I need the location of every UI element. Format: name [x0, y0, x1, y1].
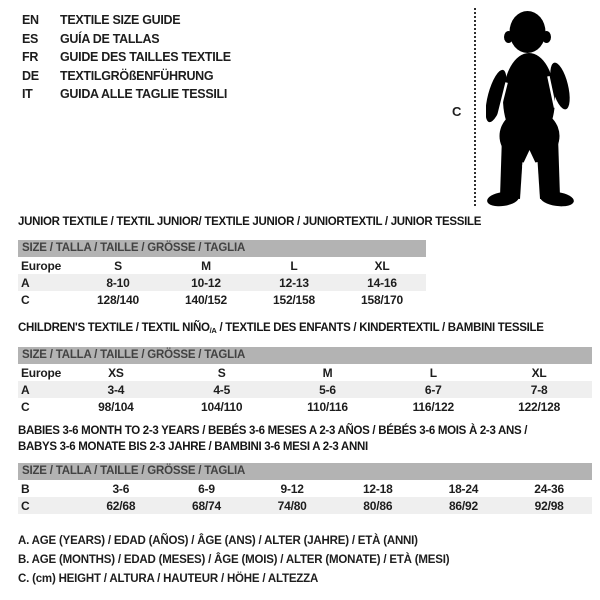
language-row-de: [22, 67, 231, 86]
heading-text: CHILDREN'S TEXTILE / TEXTIL NIÑO: [18, 322, 210, 334]
row-label: Europe: [21, 365, 62, 380]
baby-silhouette: [486, 6, 590, 208]
table-row-height: [18, 497, 592, 514]
size-cell: M: [322, 365, 333, 380]
value-cell: 74/80: [249, 497, 335, 514]
table-row-europe: [18, 364, 592, 381]
size-cell: L: [429, 365, 437, 380]
heading-line-1: BABIES 3-6 MONTH TO 2-3 YEARS / BEBÉS 3-6 MESES A 2-3 AÑOS / BÉBÉS 3-6 MOIS À 2-3 ANS /: [18, 425, 528, 437]
row-label: C: [18, 497, 78, 514]
junior-size-table: [18, 257, 426, 308]
size-header-bar: SIZE / TALLA / TAILLE / GRÖSSE / TAGLIA: [18, 347, 592, 364]
language-row-fr: [22, 48, 231, 67]
heading-subscript: /A: [209, 326, 217, 335]
value-cell: 152/158: [273, 292, 315, 307]
heading-text: / TEXTILE DES ENFANTS / KINDERTEXTIL / BAMBINI TESSILE: [216, 322, 544, 334]
language-title: GUIDA ALLE TAGLIE TESSILI: [60, 87, 228, 101]
babies-size-table: [18, 480, 592, 514]
junior-textile-table: [18, 240, 426, 308]
value-cell: 18-24: [448, 481, 479, 496]
value-cell: 122/128: [518, 399, 561, 414]
row-label: A: [18, 381, 63, 398]
table-row-age: [18, 381, 592, 398]
size-cell: S: [217, 365, 226, 380]
value-cell: 6-9: [198, 481, 215, 496]
language-row-en: [22, 11, 231, 30]
children-textile-table: [18, 347, 592, 415]
row-label: C: [21, 399, 30, 414]
legend-height-cm: C. (cm) HEIGHT / ALTURA / HAUTEUR / HÖHE / ALTEZZA: [18, 573, 319, 585]
value-cell: 10-12: [162, 274, 250, 291]
size-cell: XL: [531, 365, 547, 380]
size-header-bar: SIZE / TALLA / TAILLE / GRÖSSE / TAGLIA: [18, 240, 426, 257]
table-row-age-months: [18, 480, 592, 497]
language-code: FR: [22, 50, 39, 64]
value-cell: 140/152: [185, 292, 227, 307]
value-cell: 14-16: [338, 274, 426, 291]
value-cell: 116/122: [412, 399, 454, 414]
value-cell: 12-13: [250, 274, 338, 291]
language-row-it: [22, 85, 231, 104]
size-cell: XS: [108, 365, 124, 380]
size-cell: M: [201, 258, 211, 273]
junior-textile-heading: JUNIOR TEXTILE / TEXTIL JUNIOR/ TEXTILE JUNIOR / JUNIORTEXTIL / JUNIOR TESSILE: [18, 216, 482, 228]
value-cell: 24-36: [534, 481, 564, 496]
value-cell: 12-18: [362, 481, 393, 496]
language-title: GUIDE DES TAILLES TEXTILE: [60, 50, 231, 64]
language-code: ES: [22, 31, 39, 46]
value-cell: 92/98: [506, 497, 592, 514]
heading-line-2: BABYS 3-6 MONATE BIS 2-3 JAHRE / BAMBINI 3-6 MESI A 2-3 ANNI: [18, 440, 368, 453]
size-cell: XL: [374, 258, 390, 273]
legend-age-months: B. AGE (MONTHS) / EDAD (MESES) / ÂGE (MOIS) / ALTER (MONATE) / ETÀ (MESI): [18, 554, 450, 566]
legend-age-years: A. AGE (YEARS) / EDAD (AÑOS) / ÂGE (ANS) / ALTER (JAHRE) / ETÀ (ANNI): [18, 535, 418, 547]
value-cell: 80/86: [335, 497, 421, 514]
language-title: GUÍA DE TALLAS: [60, 31, 160, 46]
value-cell: 3-6: [112, 481, 130, 496]
value-cell: 86/92: [421, 497, 507, 514]
height-measure-label: C: [452, 104, 462, 119]
table-row-height: [18, 291, 426, 308]
value-cell: 98/104: [98, 399, 134, 414]
row-label: C: [21, 292, 30, 307]
value-cell: 104/110: [201, 399, 243, 414]
size-cell: S: [114, 258, 122, 273]
table-row-height: [18, 398, 592, 415]
value-cell: 158/170: [361, 292, 403, 307]
language-row-es: [22, 30, 231, 49]
language-code: IT: [22, 87, 33, 101]
size-cell: L: [290, 258, 298, 273]
children-textile-heading: [18, 322, 544, 335]
value-cell: 8-10: [74, 274, 162, 291]
value-cell: 110/116: [307, 399, 348, 414]
language-title: TEXTILGRÖßENFÜHRUNG: [60, 68, 214, 83]
value-cell: 6-7: [380, 381, 486, 398]
language-code: DE: [22, 68, 39, 83]
size-header-bar: SIZE / TALLA / TAILLE / GRÖSSE / TAGLIA: [18, 463, 592, 480]
value-cell: 4-5: [169, 381, 275, 398]
row-label: B: [21, 481, 30, 496]
language-title: TEXTILE SIZE GUIDE: [60, 13, 181, 27]
value-cell: 9-12: [280, 481, 304, 496]
babies-textile-heading: [18, 424, 527, 455]
row-label: A: [18, 274, 74, 291]
height-measure-dotted-line: [474, 8, 476, 206]
value-cell: 5-6: [275, 381, 381, 398]
row-label: Europe: [21, 258, 62, 273]
babies-textile-table: [18, 463, 592, 514]
value-cell: 3-4: [63, 381, 169, 398]
value-cell: 128/140: [97, 292, 139, 307]
value-cell: 7-8: [486, 381, 592, 398]
measure-legend: [18, 532, 449, 589]
language-code: EN: [22, 13, 39, 27]
table-row-age: [18, 274, 426, 291]
value-cell: 68/74: [164, 497, 250, 514]
value-cell: 62/68: [78, 497, 164, 514]
table-row-europe: [18, 257, 426, 274]
children-size-table: [18, 364, 592, 415]
language-list: [22, 11, 231, 104]
